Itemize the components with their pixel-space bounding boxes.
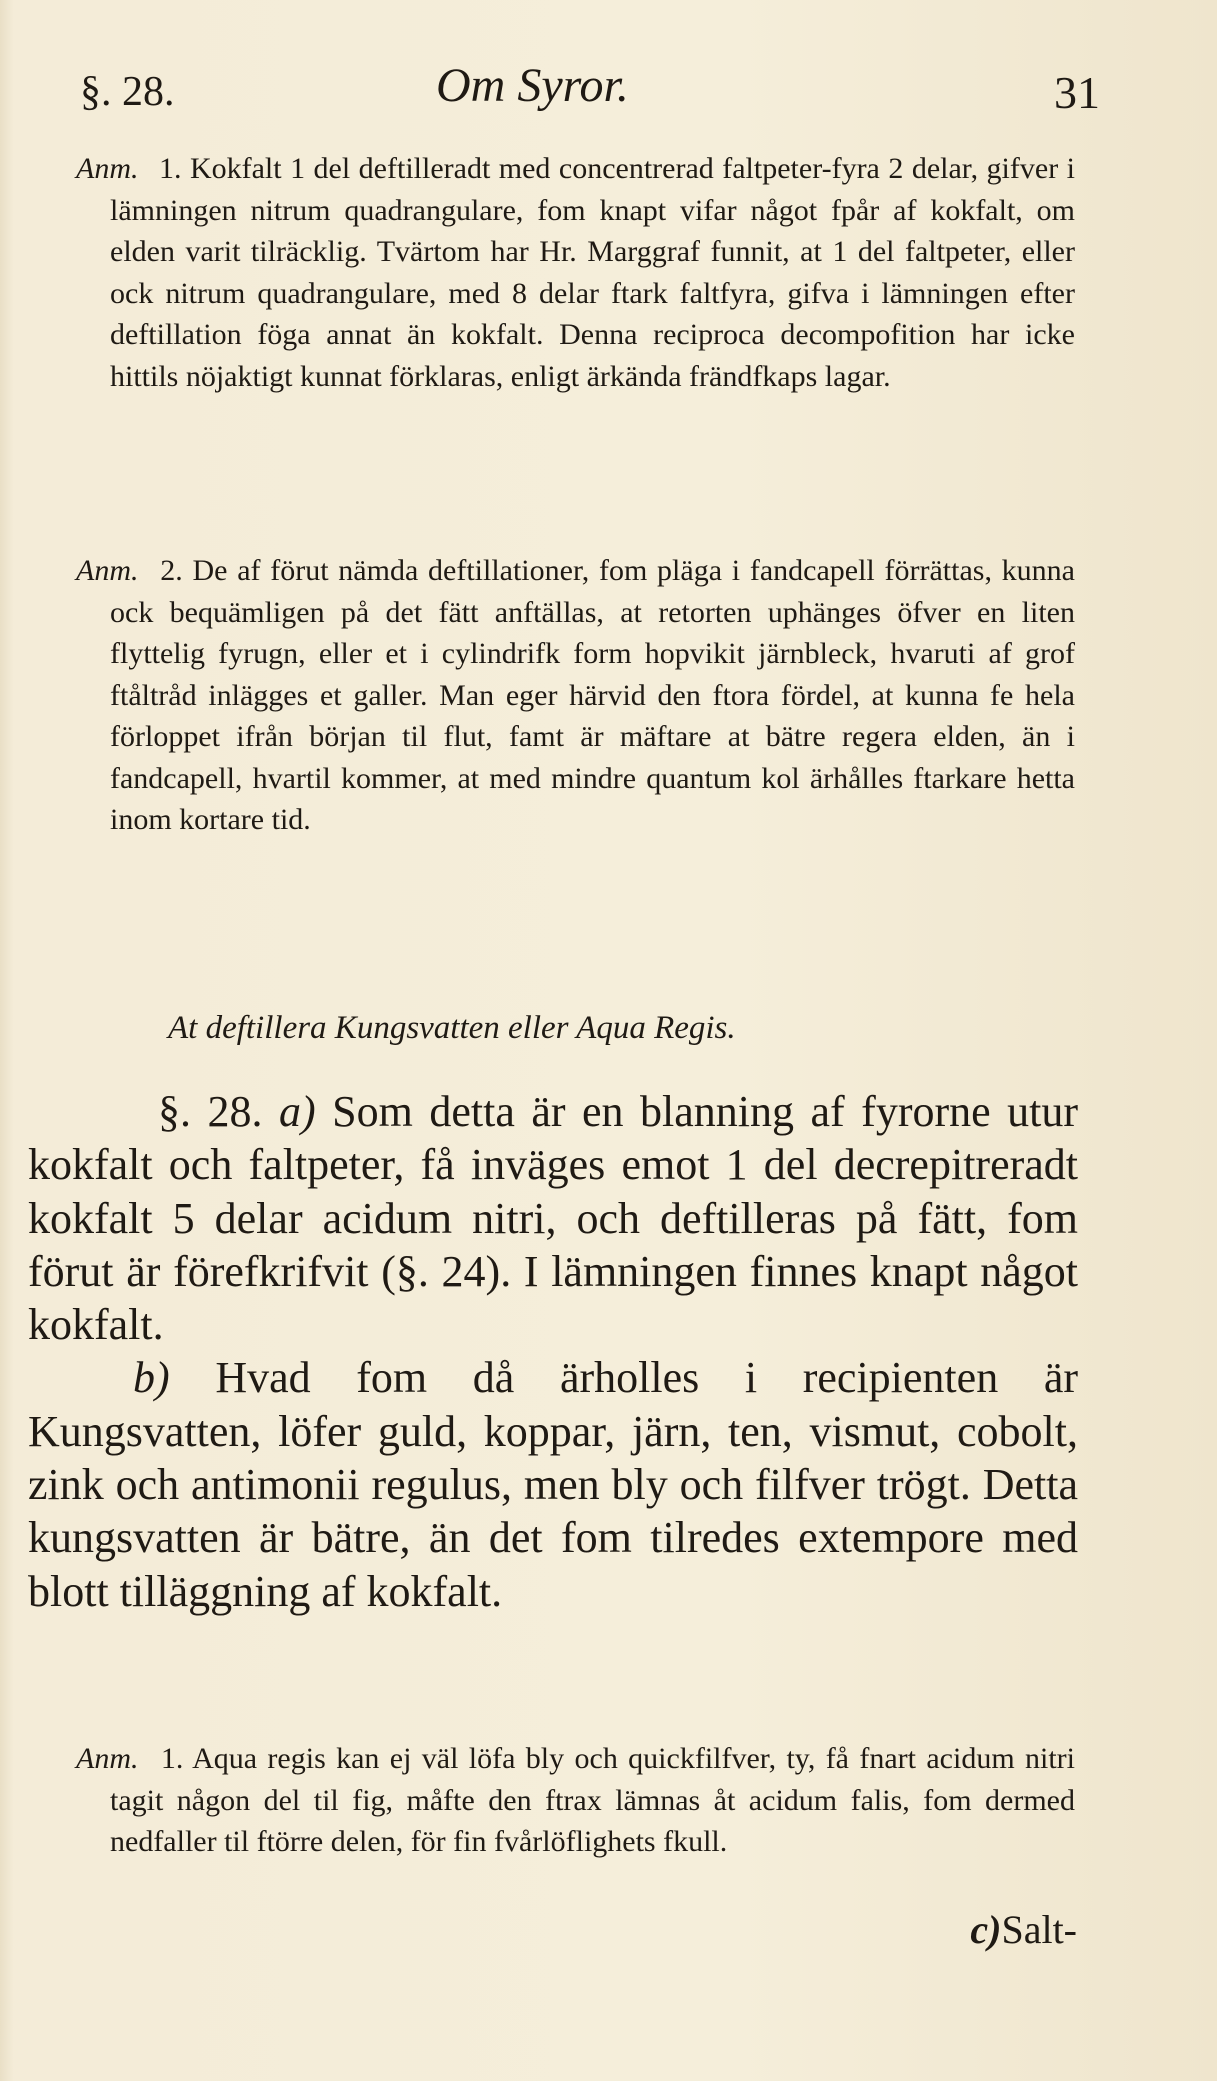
note-3-text: 1. Aqua regis kan ej väl löfa bly och quickfilfver, ty, få fnart acidum nitri tagit någon del til fig, måfte den ftrax lämnas åt acidum falis, fom dermed nedfaller til ftörre delen, för fin fvårlöflighets fkull. [110,1742,1076,1858]
section-heading: At deftillera Kungsvatten eller Aqua Regis. [168,1010,736,1046]
note-3-paragraph [76,1738,1076,1863]
note-2-label: Anm. [76,554,139,587]
header-section: §. 28. [80,69,175,115]
note-3 [76,1738,1076,1863]
page-number: 31 [1054,67,1100,118]
note-2-paragraph [76,550,1075,841]
note-1-paragraph [76,148,1075,397]
paragraph-a [28,1085,1078,1351]
paragraph-b-text: Hvad fom då ärholles i recipienten är Kungsvatten, löfer guld, koppar, järn, ten, vismut, cobolt, zink och antimonii regulus, men bly och filfver trögt. Detta kungsvatten är bätre, än det fom tilredes extempore med blott tilläggning af kokfalt. [28,1353,1079,1616]
catchword-text: Salt- [1001,1907,1077,1952]
catchword [970,1906,1077,1953]
main-text [28,1085,1078,1618]
note-3-label: Anm. [76,1742,139,1775]
paragraph-b [28,1351,1078,1617]
note-1-label: Anm. [76,152,139,185]
paragraph-b-marker: b) [133,1353,170,1403]
running-header [70,58,1100,128]
note-1 [76,148,1075,397]
paragraph-a-marker: a) [279,1087,316,1136]
paragraph-a-section: §. 28. [158,1087,263,1136]
paragraph-a-text: Som detta är en blanning af fyrorne utur kokfalt och faltpeter, få inväges emot 1 del decrepitreradt kokfalt 5 delar acidum nitri, och deftilleras på fätt, fom förut är förefkrifvit (§. 24). I lämningen finnes knapt något kokfalt. [28,1087,1079,1350]
catchword-marker: c) [970,1907,1002,1952]
header-title: Om Syror. [436,59,629,112]
note-2-text: 2. De af förut nämda deftillationer, fom pläga i fandcapell förrättas, kunna ock bequämligen på det fätt anftällas, at retorten uphänges öfver en liten flyttelig fyrugn, eller et i cylindrifk form hopvikit järnbleck, hvaruti af grof ftåltråd inlägges et galler. Man eger härvid den ftora fördel, at kunna fe hela förloppet ifrån början til flut, famt är mäftare at bätre regera elden, än i fandcapell, hvartil kommer, at med mindre quantum kol ärhålles ftarkare hetta inom kortare tid. [110,554,1075,836]
note-2 [76,550,1075,841]
note-1-text: 1. Kokfalt 1 del deftilleradt med concentrerad faltpeter-fyra 2 delar, gifver i lämningen nitrum quadrangulare, fom knapt vifar något fpår af kokfalt, om elden varit tilräcklig. Tvärtom har Hr. Marggraf funnit, at 1 del faltpeter, eller ock nitrum quadrangulare, med 8 delar ftark faltfyra, gifva i lämningen efter deftillation föga annat än kokfalt. Denna reciproca decompofition har icke hittils nöjaktigt kunnat förklaras, enligt ärkända frändfkaps lagar. [110,152,1075,393]
